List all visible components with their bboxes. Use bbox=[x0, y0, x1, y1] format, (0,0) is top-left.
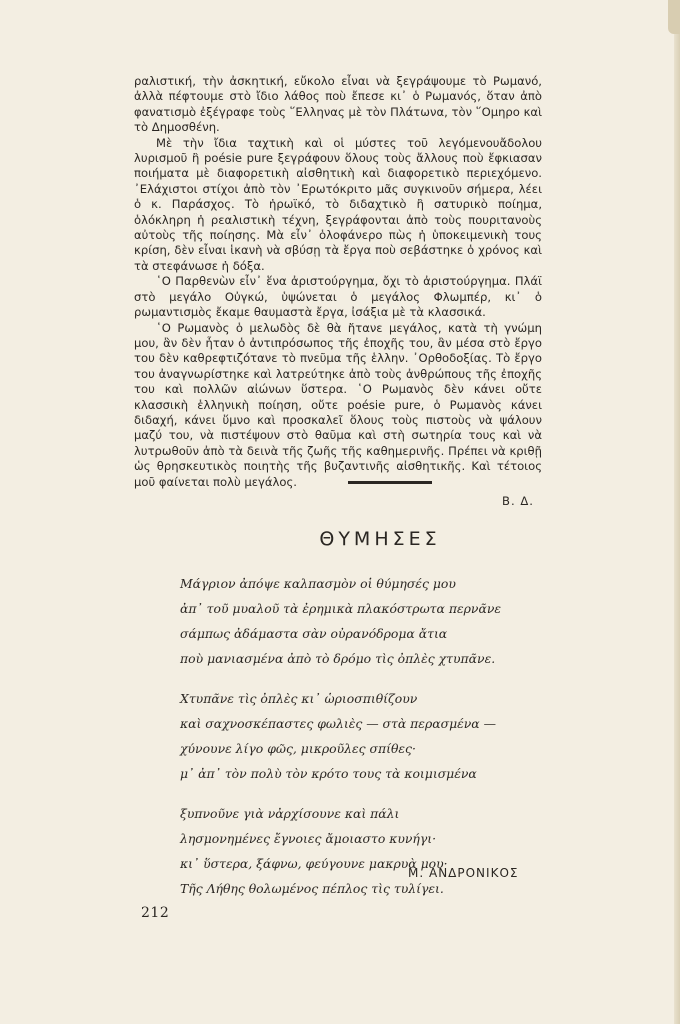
page-corner bbox=[668, 0, 680, 34]
poem-title: ΘΥΜΗΣΕΣ bbox=[319, 528, 441, 550]
poem-line: κι᾽ ὕστερα, ξάφνω, φεύγουνε μακρυὰ μου· bbox=[180, 856, 448, 871]
essay-paragraph-4: ῾Ο Ρωμανὸς ὁ μελωδὸς δὲ θὰ ἤτανε μεγάλος, κατὰ τὴ γνώμη μου, ἂν δὲν ἦταν ὁ ἀντιπρόσωπος τῆς ἐποχῆς του, ἂν μέσα στὸ ἔργο του δὲν καθρεφτιζότανε τὸ πνεῦμα τῆς ἑλλην. ᾿Ορθοδοξίας. Τὸ ἔργο του ἀναγνωρίστηκε καὶ λατρεύτηκε ἀπὸ τοὺς ἀνθρώπους τῆς ἐποχῆς του καὶ πολλῶν αἰώνων ὕστερα. ῾Ο Ρωμανὸς δὲν κάνει οὔτε κλασσικὴ ἑλληνικὴ ποίηση, οὔτε poésie pure, ὁ Ρωμανὸς κάνει διδαχή, κάνει ὕμνο καὶ προσκαλεῖ ὅλους τοὺς πιστοὺς νὰ ψάλουν μαζύ του, νὰ πιστέψουν στὸ θαῦμα καὶ στὴ σωτηρία τους καὶ νὰ λυτρωθοῦν ἀπὸ τὰ δεινὰ τῆς ζωῆς τῆς καθημερινῆς. Πρέπει νὰ κριθῇ ὡς θρησκευτικὸς ποιητὴς τῆς βυζαντινῆς αἰσθητικῆς. Καὶ τέτοιος μοῦ φαίνεται πολὺ μεγάλος. bbox=[134, 320, 542, 489]
poem-line: χύνουνε λίγο φῶς, μικροῦλες σπίθες· bbox=[180, 741, 416, 756]
essay-paragraph-3: ῾Ο Παρθενὼν εἶν᾽ ἕνα ἀριστούργημα, ὄχι τὸ ἀριστούργημα. Πλάϊ στὸ μεγάλο Οὐγκώ, ὑψώνεται ὁ μεγάλος Φλωμπέρ, κι᾽ ὁ ρωμαντισμὸς ἔκαμε θαυμαστὰ ἔργα, ἰσάξια μὲ τὰ κλασσικά. bbox=[134, 274, 542, 320]
poem-line: λησμονημένες ἔγνοιες ἄμοιαστο κυνήγι· bbox=[180, 831, 437, 846]
poem-line: Τῆς Λήθης θολωμένος πέπλος τὶς τυλίγει. bbox=[180, 881, 444, 896]
poem-line: ἀπ᾽ τοῦ μυαλοῦ τὰ ἐρημικὰ πλακόστρωτα περνᾶνε bbox=[180, 601, 501, 616]
poem-line: μ᾽ ἀπ᾽ τὸν πολὺ τὸν κρότο τους τὰ κοιμισμένα bbox=[180, 766, 477, 781]
poem-stanza-1 bbox=[180, 571, 560, 671]
essay-text bbox=[134, 74, 542, 509]
essay-signature: Β. Δ. bbox=[502, 493, 534, 508]
page-edge bbox=[674, 0, 680, 1024]
essay-paragraph-1: ραλιστική, τὴν ἀσκητική, εὔκολο εἶναι νὰ ξεγράψουμε τὸ Ρωμανό, ἀλλὰ πέφτουμε στὸ ἴδιο λάθος ποὺ ἔπεσε κι᾽ ὁ Ρωμανός, ὅταν ἀπὸ φανατισμὸ ἐξέγραφε τοὺς ῞Ελληνας μὲ τὸν Πλάτωνα, τὸν ῞Ομηρο καὶ τὸ Δημοσθένη. bbox=[134, 74, 542, 135]
poem-body bbox=[180, 571, 560, 916]
page-number: 212 bbox=[141, 905, 170, 921]
poem-line: ξυπνοῦνε γιὰ νἀρχίσουνε καὶ πάλι bbox=[180, 806, 400, 821]
poem-stanza-2 bbox=[180, 686, 560, 786]
poem-stanza-3 bbox=[180, 801, 560, 901]
poem-line: Μάγριον ἀπόψε καλπασμὸν οἱ θύμησές μου bbox=[180, 576, 456, 591]
poem-line: σάμπως ἀδάμαστα σὰν οὐρανόδρομα ἄτια bbox=[180, 626, 448, 641]
section-divider bbox=[348, 481, 432, 484]
poem-line: ποὺ μανιασμένα ἀπὸ τὸ δρόμο τὶς ὀπλὲς χτυπᾶνε. bbox=[180, 651, 496, 666]
essay-paragraph-2: Μὲ τὴν ἴδια ταχτικὴ καὶ οἱ μύστες τοῦ λεγόμενουἄδολου λυρισμοῦ ἢ poésie pure ξεγράφουν ὅλους τοὺς ἄλλους ποὺ ἔφκιασαν ποιήματα μὲ διαφορετικὴ αἰσθητικὴ καὶ διαφορετικὸ περιεχόμενο. ᾿Ελάχιστοι στίχοι ἀπὸ τὸν ᾿Ερωτόκριτο μᾶς συγκινοῦν σήμερα, λέει ὁ κ. Παράσχος. Τὸ ἡρωϊκό, τὸ διδαχτικὸ ἢ σατυρικὸ ποίημα, ὁλόκληρη ἡ ρεαλιστικὴ τέχνη, ξεγράφονται ἀπὸ τοὺς πουριτανοὺς αὐτοὺς τῆς ποίησης. Μὰ εἶν᾽ ὁλοφάνερο πὼς ἡ ὑποκειμενικὴ τους κρίση, δὲν εἶναι ἱκανὴ νὰ σβύσῃ τὰ ἔργα ποὺ σεβάστηκε ὁ χρόνος καὶ τὰ στεφάνωσε ἡ δόξα. bbox=[134, 135, 542, 273]
poem-line: Χτυπᾶνε τὶς ὀπλὲς κι᾽ ὡριοσπιθίζουν bbox=[180, 691, 418, 706]
poem-line: καὶ σαχνοσκέπαστες φωλιὲς — στὰ περασμένα — bbox=[180, 716, 496, 731]
poem-author: Μ. ΑΝΔΡΟΝΙΚΟΣ bbox=[408, 866, 519, 880]
